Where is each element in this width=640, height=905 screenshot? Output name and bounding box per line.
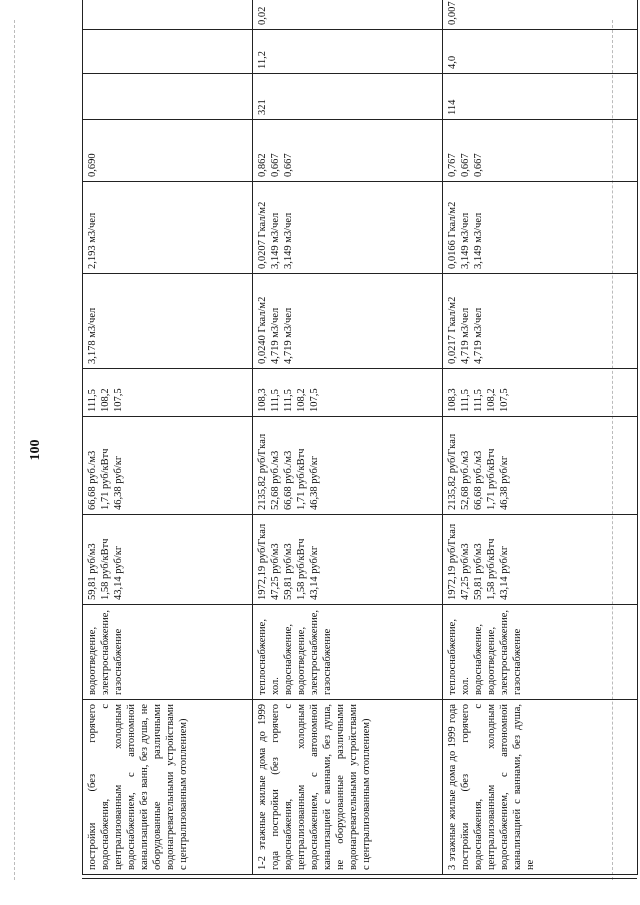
value-cell: 11,2 [253, 30, 443, 74]
services-cell: теплоснабжение, хол. водоснабжение, водоотведение, электроснабжение, газоснабжение [253, 605, 443, 700]
coefficient-cell: 0,862 0,667 0,667 [253, 120, 443, 182]
value-cell [83, 30, 253, 74]
base-tariff-cell: 59,81 руб/м3 1,58 руб/кВтч 43,14 руб/кг [83, 515, 253, 605]
housing-description-cell: 3 этажные жилые дома до 1999 года постройки (без горячего водоснабжения, с централизованным холодным водоснабжением, с автономной канализацией с ваннами, без душа, не [443, 700, 638, 875]
norm-cell: 3,178 м3/чел [83, 274, 253, 369]
value-cell [83, 74, 253, 120]
norm-cell: 2,193 м3/чел [83, 182, 253, 274]
new-tariff-cell: 2135,82 руб/Гкал 52,68 руб./м3 66,68 руб./м3 1,71 руб/кВтч 46,38 руб/кг [443, 417, 638, 515]
table-row [443, 0, 638, 875]
value-cell [83, 0, 253, 30]
norm-cell: 0,0240 Гкал/м2 4,719 м3/чел 4,719 м3/чел [253, 274, 443, 369]
norm-cell: 0,0207 Гкал/м2 3,149 м3/чел 3,149 м3/чел [253, 182, 443, 274]
coefficient-cell: 0,767 0,667 0,667 [443, 120, 638, 182]
value-cell: 114 [443, 74, 638, 120]
index-cell: 111,5 108,2 107,5 [83, 369, 253, 417]
scan-edge-line [14, 20, 15, 880]
table-row [83, 0, 253, 875]
value-cell: 4,0 [443, 30, 638, 74]
base-tariff-cell: 1972,19 руб/Гкал 47,25 руб/м3 59,81 руб/м3 1,58 руб/кВтч 43,14 руб/кг [253, 515, 443, 605]
norm-cell: 0,0166 Гкал/м2 3,149 м3/чел 3,149 м3/чел [443, 182, 638, 274]
index-cell: 108,3 111,5 111,5 108,2 107,5 [253, 369, 443, 417]
base-tariff-cell: 1972,19 руб/Гкал 47,25 руб/м3 59,81 руб/м3 1,58 руб/кВтч 43,14 руб/кг [443, 515, 638, 605]
page-number: 100 [28, 439, 43, 461]
services-cell: водоотведение, электроснабжение, газоснабжение [83, 605, 253, 700]
new-tariff-cell: 66,68 руб./м3 1,71 руб/кВтч 46,38 руб/кг [83, 417, 253, 515]
tariff-table [82, 0, 638, 875]
housing-description-cell: 1-2 этажные жилые дома до 1999 года постройки (без горячего водоснабжения, с централизованным холодным водоснабжением, с автономной канализацией с ваннами, без душа, не оборудованные различными водонагревательными устройствами с централизованным отоплением) [253, 700, 443, 875]
new-tariff-cell: 2135,82 руб/Гкал 52,68 руб./м3 66,68 руб./м3 1,71 руб/кВтч 46,38 руб/кг [253, 417, 443, 515]
services-cell: теплоснабжение, хол. водоснабжение, водоотведение, электроснабжение, газоснабжение [443, 605, 638, 700]
housing-description-cell: постройки (без горячего водоснабжения, с централизованным холодным водоснабжением, с автономной канализацией без ванн, без душа, не оборудованные различными водонагревательными устройствами с централизованным отоплением) [83, 700, 253, 875]
norm-cell: 0,0217 Гкал/м2 4,719 м3/чел 4,719 м3/чел [443, 274, 638, 369]
table-row [253, 0, 443, 875]
value-cell: 0,02 [253, 0, 443, 30]
value-cell: 0,007 [443, 0, 638, 30]
coefficient-cell: 0,690 [83, 120, 253, 182]
value-cell: 321 [253, 74, 443, 120]
index-cell: 108,3 111,5 111,5 108,2 107,5 [443, 369, 638, 417]
rotated-table-container [82, 1, 637, 875]
bottom-rule [82, 878, 637, 879]
